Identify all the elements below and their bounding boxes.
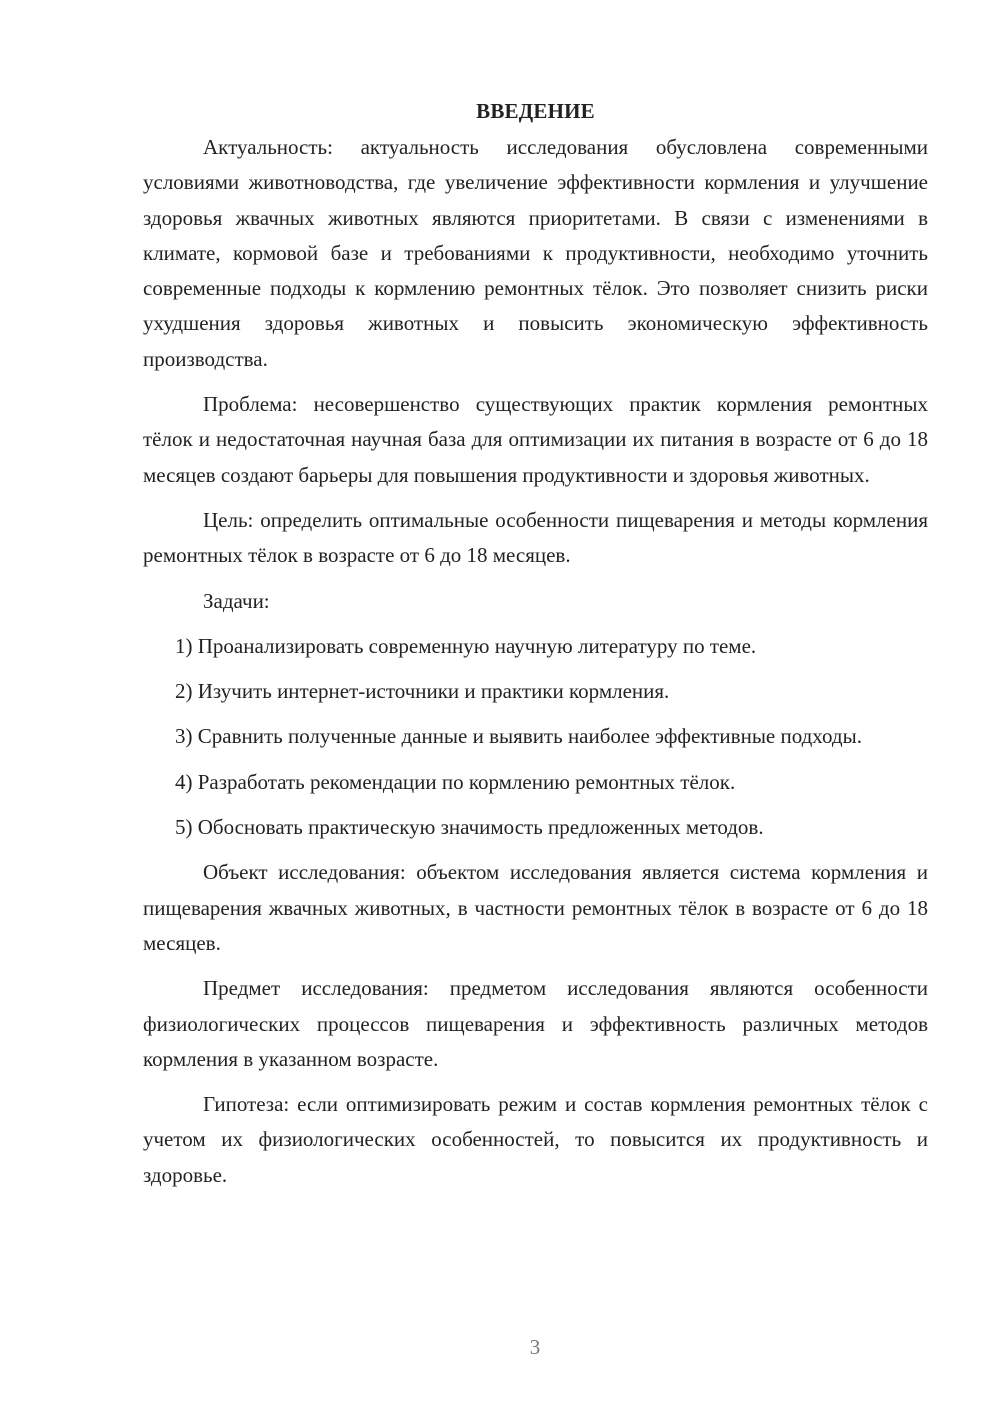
problem-paragraph: Проблема: несовершенство существующих практик кормления ремонтных тёлок и недостаточная научная база для оптимизации их питания в возрасте от 6 до 18 месяцев создают барьеры для повышения продуктивности и здоровья животных. bbox=[143, 392, 928, 487]
task-item-1: 1) Проанализировать современную научную литературу по теме. bbox=[175, 633, 757, 658]
tasks-heading: Задачи: bbox=[203, 588, 270, 613]
page-number: 3 bbox=[529, 1335, 541, 1359]
relevance-paragraph: Актуальность: актуальность исследования обусловлена современными условиями животноводства, где увеличение эффективности кормления и улучшение здоровья жвачных животных являются приоритетами. В связи с изменениями в климате, кормовой базе и требованиями к продуктивности, необходимо уточнить современные подходы к кормлению ремонтных тёлок. Это позволяет снизить риски ухудшения здоровья животных и повысить экономическую эффективность производства. bbox=[143, 135, 928, 371]
task-item-3: 3) Сравнить полученные данные и выявить наиболее эффективные подходы. bbox=[175, 724, 862, 749]
object-paragraph: Объект исследования: объектом исследования является система кормления и пищеварения жвачных животных, в частности ремонтных тёлок в возрасте от 6 до 18 месяцев. bbox=[143, 860, 928, 955]
page-content bbox=[143, 94, 928, 1193]
task-item-4: 4) Разработать рекомендации по кормлению ремонтных тёлок. bbox=[175, 769, 736, 794]
task-item-5: 5) Обосновать практическую значимость предложенных методов. bbox=[175, 815, 764, 840]
task-item-2: 2) Изучить интернет-источники и практики кормления. bbox=[175, 679, 670, 704]
goal-paragraph: Цель: определить оптимальные особенности пищеварения и методы кормления ремонтных тёлок в возрасте от 6 до 18 месяцев. bbox=[143, 507, 928, 568]
subject-paragraph: Предмет исследования: предметом исследования являются особенности физиологических процессов пищеварения и эффективность различных методов кормления в указанном возрасте. bbox=[143, 976, 928, 1071]
section-title: ВВЕДЕНИЕ bbox=[476, 99, 595, 123]
hypothesis-paragraph: Гипотеза: если оптимизировать режим и состав кормления ремонтных тёлок с учетом их физиологических особенностей, то повысится их продуктивность и здоровье. bbox=[143, 1092, 928, 1187]
